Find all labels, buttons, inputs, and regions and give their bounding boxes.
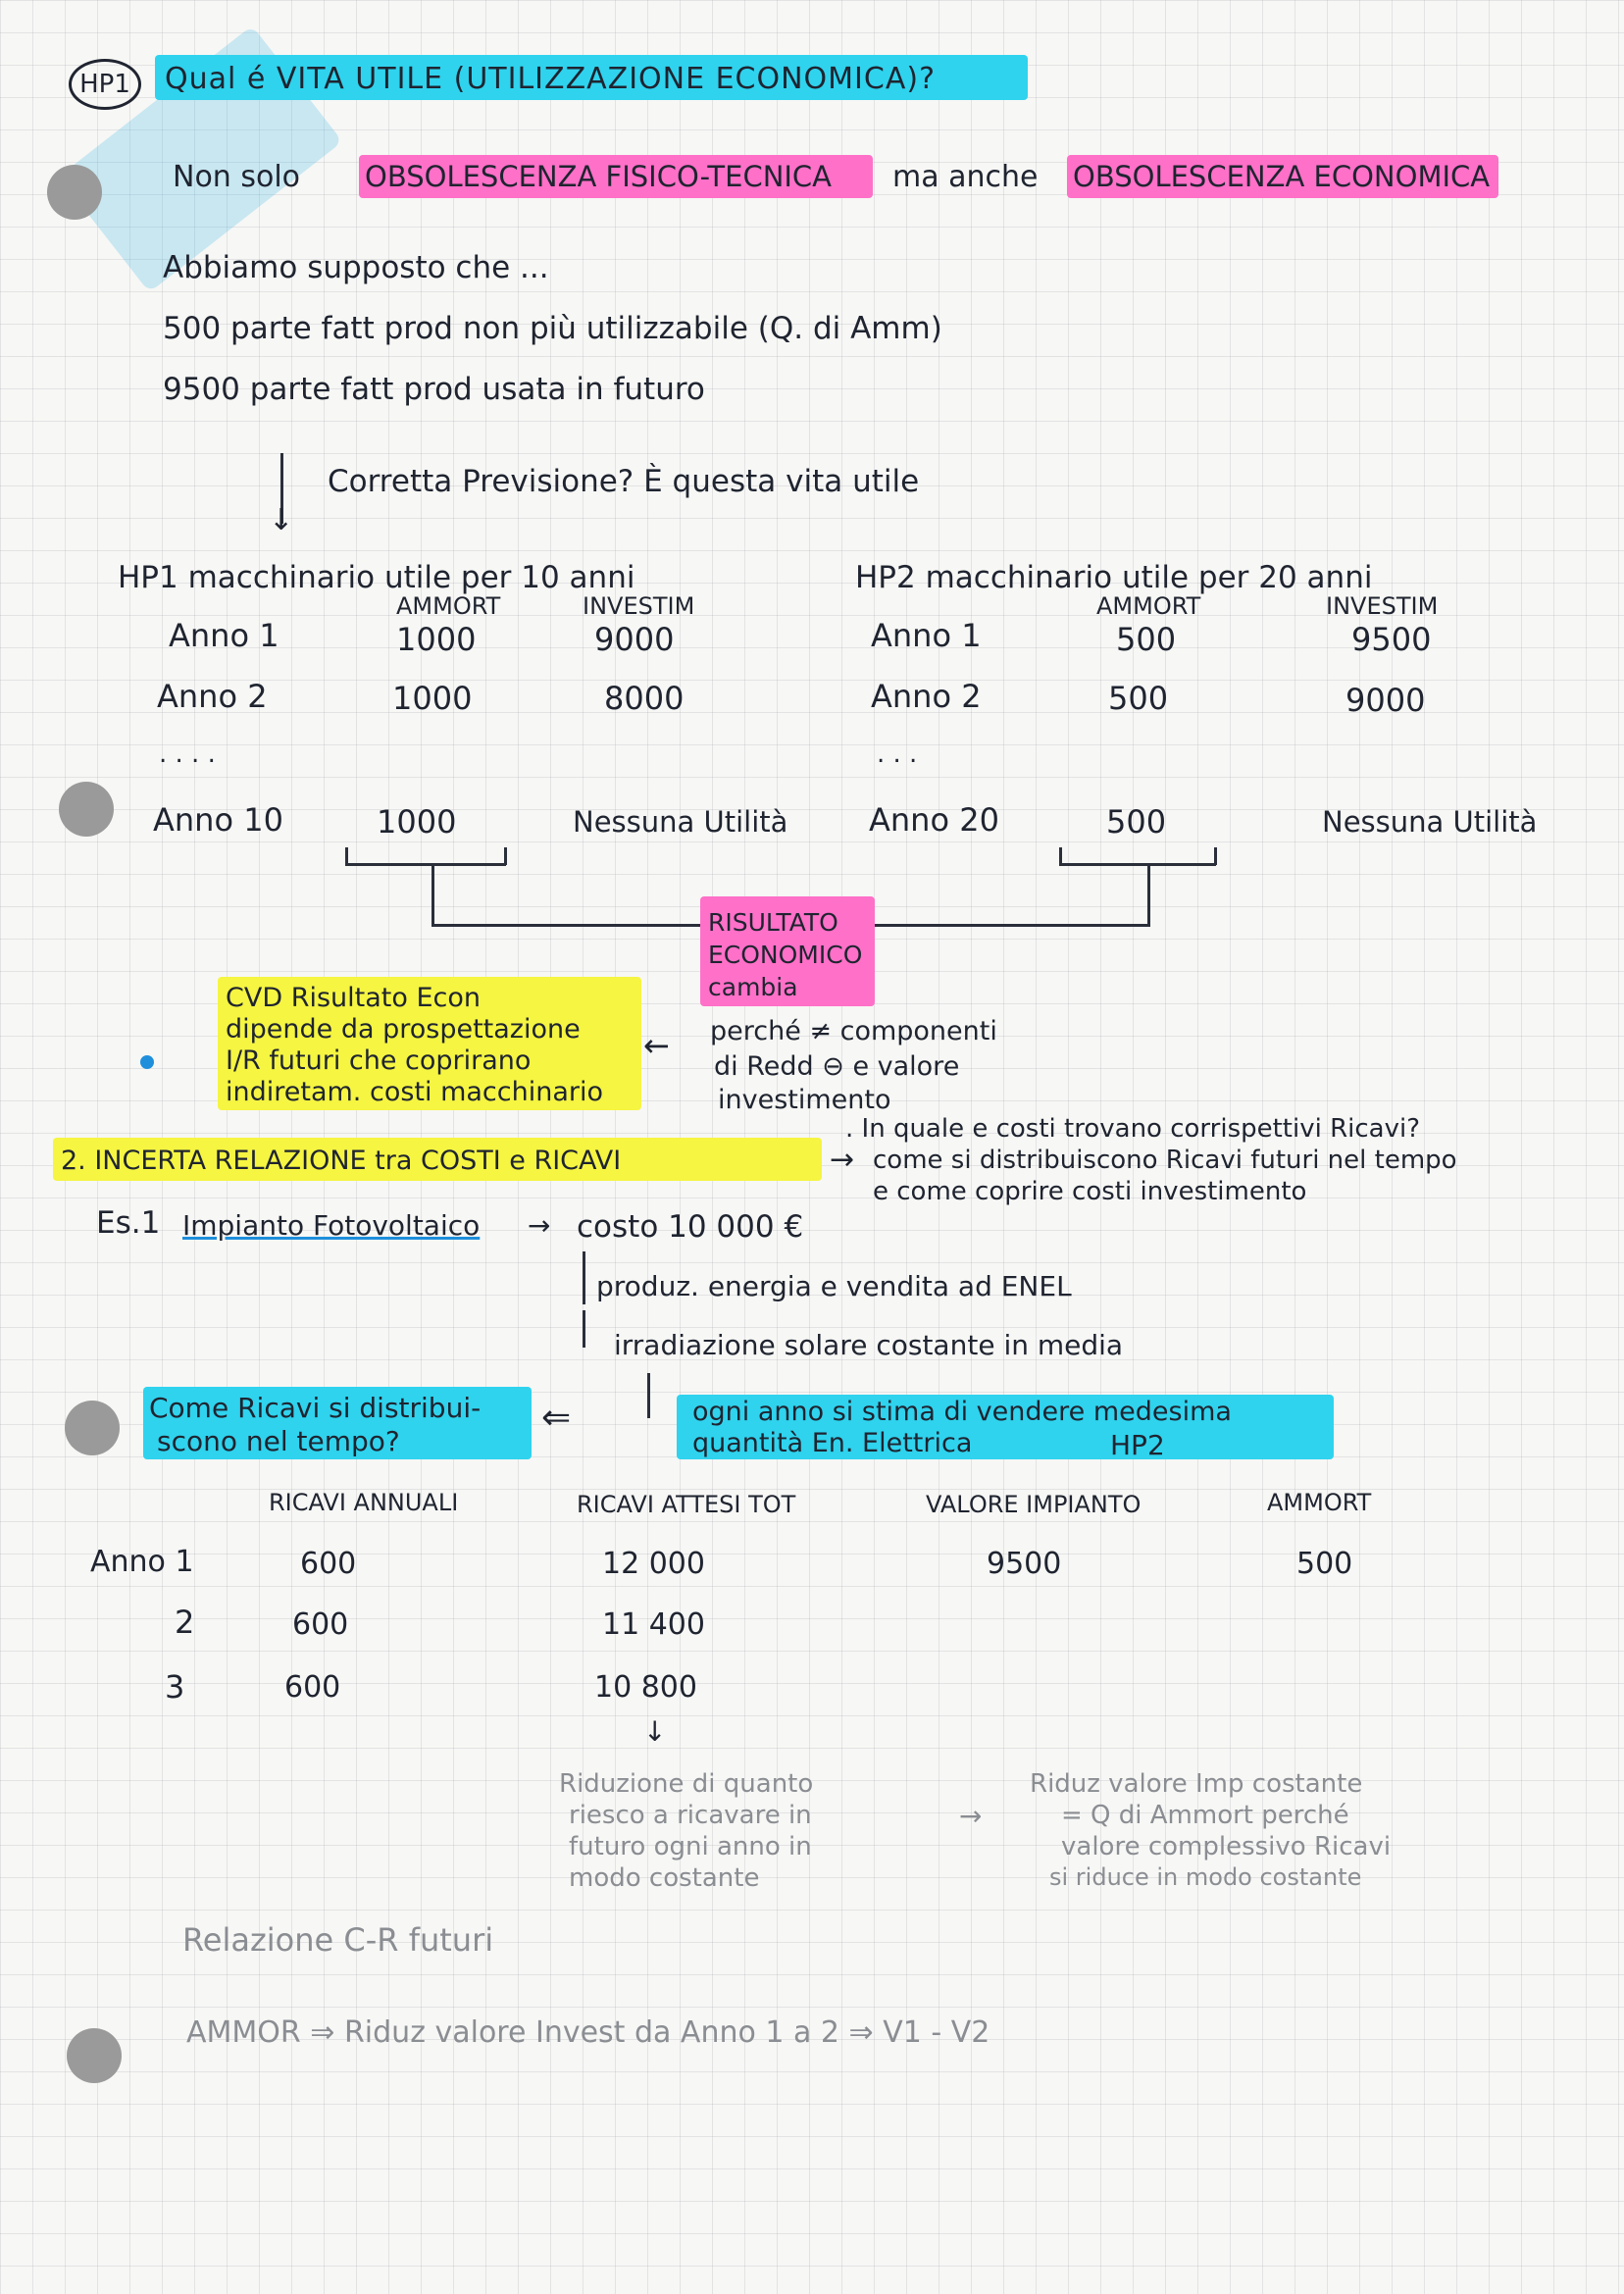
table-row2-total: 11 400 — [602, 1607, 705, 1642]
hp2-row2-ammort: 500 — [1108, 680, 1169, 717]
risultato-reason-1: perché ≠ componenti — [710, 1016, 997, 1046]
punch-hole-4 — [67, 2028, 122, 2083]
assumption-line-3: 9500 parte fatt prod usata in futuro — [163, 372, 705, 407]
assumption-line-2: 500 parte fatt prod non più utilizzabile (Q. di Amm) — [163, 311, 942, 346]
table-row2-label: 2 — [175, 1604, 195, 1641]
cvd-line-2: dipende da prospettazione — [226, 1014, 581, 1045]
note-right-l4: si riduce in modo costante — [1049, 1863, 1362, 1891]
hp1-row1-ammort: 1000 — [396, 621, 477, 658]
note-left-l2: riesco a ricavare in — [569, 1801, 812, 1830]
table-row3-annual: 600 — [284, 1670, 341, 1705]
hp2-row1-ammort: 500 — [1116, 621, 1177, 658]
hp1-badge: HP1 — [69, 59, 141, 110]
intro-prefix: Non solo — [173, 160, 301, 194]
hp1-ellipsis: . . . . — [159, 739, 216, 769]
arrow-right-icon-3: → — [959, 1800, 983, 1832]
hp1-row2-ammort: 1000 — [392, 680, 473, 717]
hp1-last-invest: Nessuna Utilità — [573, 805, 788, 839]
example-step-3-l1: ogni anno si stima di vendere medesima — [692, 1397, 1232, 1427]
hp1-col-ammort: AMMORT — [396, 592, 501, 620]
hp2-last-label: Anno 20 — [869, 801, 999, 839]
table-row3-label: 3 — [165, 1668, 185, 1706]
tree-line-3 — [647, 1373, 650, 1418]
arrow-left-icon: ← — [643, 1027, 670, 1064]
double-arrow-left-icon: ⇐ — [541, 1398, 572, 1438]
note-left-l4: modo costante — [569, 1863, 760, 1893]
section2-question-3: e come coprire costi investimento — [873, 1177, 1307, 1206]
table-row1-ammort: 500 — [1296, 1547, 1353, 1581]
tree-line-2 — [583, 1310, 585, 1348]
risultato-reason-3: investimento — [718, 1085, 891, 1115]
hp1-title: HP1 macchinario utile per 10 anni — [118, 560, 635, 595]
table-header-ammort: AMMORT — [1267, 1489, 1372, 1516]
example-cost: costo 10 000 € — [577, 1209, 804, 1245]
arrow-down-icon: ↓ — [269, 503, 294, 537]
bracket-right-l — [1059, 847, 1062, 865]
bracket-right-r — [1214, 847, 1217, 865]
example-name: Impianto Fotovoltaico — [182, 1209, 481, 1242]
hp2-tag: HP2 — [1110, 1429, 1165, 1461]
hp2-col-invest: INVESTIM — [1326, 592, 1439, 620]
example-step-2: irradiazione solare costante in media — [614, 1329, 1124, 1361]
hp2-col-ammort: AMMORT — [1096, 592, 1201, 620]
table-header-annual: RICAVI ANNUALI — [269, 1489, 459, 1516]
section2-title: 2. INCERTA RELAZIONE tra COSTI e RICAVI — [61, 1146, 622, 1176]
connector-h-right — [873, 924, 1150, 927]
cvd-line-4: indiretam. costi macchinario — [226, 1077, 604, 1107]
bracket-left-stem — [431, 863, 434, 926]
note-right-l2: = Q di Ammort perché — [1061, 1801, 1349, 1830]
example-question-l1: Come Ricavi si distribui- — [149, 1392, 482, 1424]
hp2-row1-invest: 9500 — [1351, 621, 1432, 658]
table-row1-label: Anno 1 — [90, 1545, 194, 1579]
example-question-l2: scono nel tempo? — [157, 1425, 400, 1457]
hp1-col-invest: INVESTIM — [583, 592, 695, 620]
note-left-l3: futuro ogni anno in — [569, 1832, 812, 1861]
table-header-value: VALORE IMPIANTO — [926, 1491, 1142, 1518]
table-row1-total: 12 000 — [602, 1547, 705, 1581]
hp1-row2-label: Anno 2 — [157, 678, 268, 715]
tree-line-1 — [583, 1251, 585, 1304]
page-title: Qual é VITA UTILE (UTILIZZAZIONE ECONOMICA)? — [165, 62, 937, 96]
hp2-title: HP2 macchinario utile per 20 anni — [855, 560, 1373, 595]
hp1-row1-label: Anno 1 — [169, 617, 279, 654]
assumption-line-1: Abbiamo supposto che ... — [163, 250, 549, 285]
obs-tech: OBSOLESCENZA FISICO-TECNICA — [365, 160, 833, 193]
table-row3-total: 10 800 — [594, 1670, 697, 1705]
risultato-reason-2: di Redd ⊖ e valore — [714, 1051, 960, 1082]
hp1-row1-invest: 9000 — [594, 621, 675, 658]
intro-middle: ma anche — [892, 160, 1039, 194]
bullet-dot — [140, 1055, 154, 1069]
hp1-row2-invest: 8000 — [604, 680, 685, 717]
punch-hole-2 — [59, 782, 114, 837]
hp2-row2-invest: 9000 — [1345, 682, 1426, 719]
table-header-total: RICAVI ATTESI TOT — [577, 1491, 796, 1518]
example-step-1: produz. energia e vendita ad ENEL — [596, 1270, 1072, 1302]
arrow-down-icon-2: ↓ — [643, 1715, 667, 1748]
note-right-l1: Riduz valore Imp costante — [1030, 1769, 1363, 1799]
table-row1-value: 9500 — [987, 1547, 1062, 1581]
section2-question-1: . In quale e costi trovano corrispettivi Ricavi? — [845, 1114, 1421, 1144]
table-row1-annual: 600 — [300, 1547, 357, 1581]
bracket-left-r — [504, 847, 507, 865]
hp2-last-invest: Nessuna Utilità — [1322, 805, 1538, 839]
hp1-last-label: Anno 10 — [153, 801, 283, 839]
bracket-left-l — [345, 847, 348, 865]
bracket-right-stem — [1147, 863, 1150, 926]
arrow-right-icon: → — [830, 1143, 855, 1177]
cvd-line-3: I/R futuri che coprirano — [226, 1045, 532, 1076]
arrow-right-icon-2: → — [528, 1209, 551, 1242]
example-step-3-l2: quantità En. Elettrica — [692, 1428, 973, 1458]
hp2-last-ammort: 500 — [1106, 803, 1167, 841]
prediction-question: Corretta Previsione? È questa vita utile — [328, 464, 920, 499]
table-row2-annual: 600 — [292, 1607, 349, 1642]
relation-note: Relazione C-R futuri — [182, 1921, 494, 1959]
obs-econ: OBSOLESCENZA ECONOMICA — [1073, 160, 1491, 193]
cvd-line-1: CVD Risultato Econ — [226, 983, 481, 1013]
note-left-l1: Riduzione di quanto — [559, 1769, 814, 1799]
connector-h-left — [431, 924, 702, 927]
bracket-right-h — [1059, 863, 1216, 866]
hp1-last-ammort: 1000 — [377, 803, 457, 841]
hp2-ellipsis: . . . — [877, 739, 918, 769]
section2-question-2: come si distribuiscono Ricavi futuri nel tempo — [873, 1146, 1457, 1175]
punch-hole-3 — [65, 1401, 120, 1455]
example-label: Es.1 — [96, 1205, 161, 1241]
punch-hole-1 — [47, 165, 102, 220]
hp2-row2-label: Anno 2 — [871, 678, 982, 715]
risultato-text: RISULTATO ECONOMICO cambia — [708, 908, 863, 1001]
ammor-note: AMMOR ⇒ Riduz valore Invest da Anno 1 a 2 ⇒ V1 - V2 — [186, 2015, 990, 2050]
note-right-l3: valore complessivo Ricavi — [1061, 1832, 1392, 1861]
hp2-row1-label: Anno 1 — [871, 617, 982, 654]
bracket-left-h — [345, 863, 506, 866]
